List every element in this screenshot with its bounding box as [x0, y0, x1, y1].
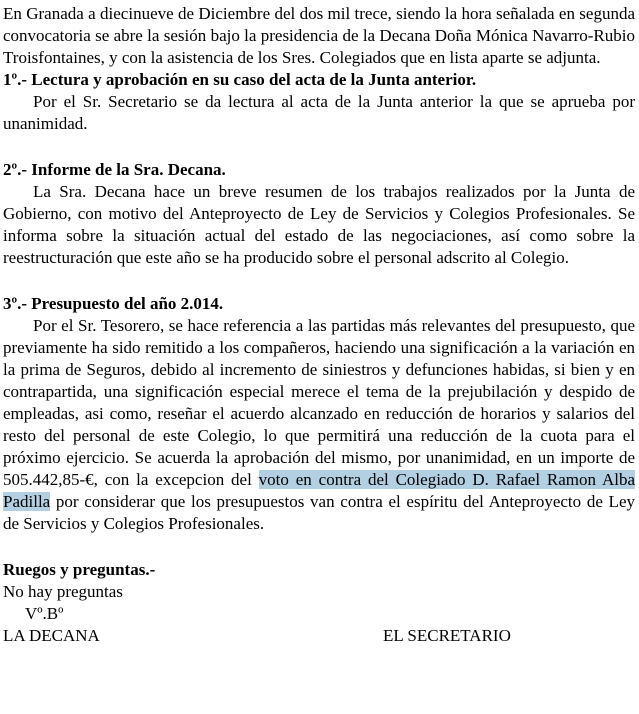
no-questions-line: No hay preguntas [3, 582, 123, 601]
decana-signature-label: LA DECANA [3, 626, 100, 645]
section-3-heading: 3º.- Presupuesto del año 2.014. [3, 294, 224, 313]
section-2-body: La Sra. Decana hace un breve resumen de los trabajos realizados por la Junta de Gobierno, con motivo del Anteproyecto de Ley de Servicios y Colegios Profesionales. Se informa sobre la situación actual del estado de las negociaciones, así como sobre la reestructuración que este año se ha producido sobre el personal adscrito al Colegio. [3, 182, 635, 267]
intro-paragraph: En Granada a diecinueve de Diciembre del dos mil trece, siendo la hora señalada en segunda convocatoria se abre la sesión bajo la presidencia de la Decana Doña Mónica Navarro-Rubio Troisfontaines, y con la asistencia de los Sres. Colegiados que en lista aparte se adjunta. [3, 4, 635, 67]
section-3-text-after-highlight: por considerar que los presupuestos van contra el espíritu del Anteproyecto de Ley de Servicios y Colegios Profesionales. [3, 492, 635, 533]
section-3-body [3, 315, 635, 535]
section-1-body: Por el Sr. Secretario se da lectura al acta de la Junta anterior la que se aprueba por unanimidad. [3, 92, 635, 133]
signature-row [3, 625, 635, 647]
section-2-heading: 2º.- Informe de la Sra. Decana. [3, 160, 226, 179]
section-3-text-before-highlight: Por el Sr. Tesorero, se hace referencia a las partidas más relevantes del presupuesto, que previamente ha sido remitido a los compañeros, haciendo una significación a la variación en la prima de Seguros, debido al incremento de siniestros y defunciones habidas, si bien y en contrapartida, una significación especial merece el tema de la prejubilación y despido de empleadas, asi como, reseñar el acuerdo alcanzado en reducción de horarios y salarios del resto del personal de este Colegio, lo que permitirá una reducción de la cuota para el próximo ejercicio. Se acuerda la aprobación del mismo, por unanimidad, en un importe de 505.442,85-€, con la excepcion del [3, 316, 635, 489]
secretario-signature-label: EL SECRETARIO [383, 626, 511, 645]
vobo-line: Vº.Bº [25, 604, 64, 623]
section-1-heading: 1º.- Lectura y aprobación en su caso del acta de la Junta anterior. [3, 70, 477, 89]
highlighted-dissent-text: voto en contra del Colegiado D. Rafael Ramon Alba Padilla [3, 470, 635, 511]
ruegos-heading: Ruegos y preguntas.- [3, 560, 156, 579]
